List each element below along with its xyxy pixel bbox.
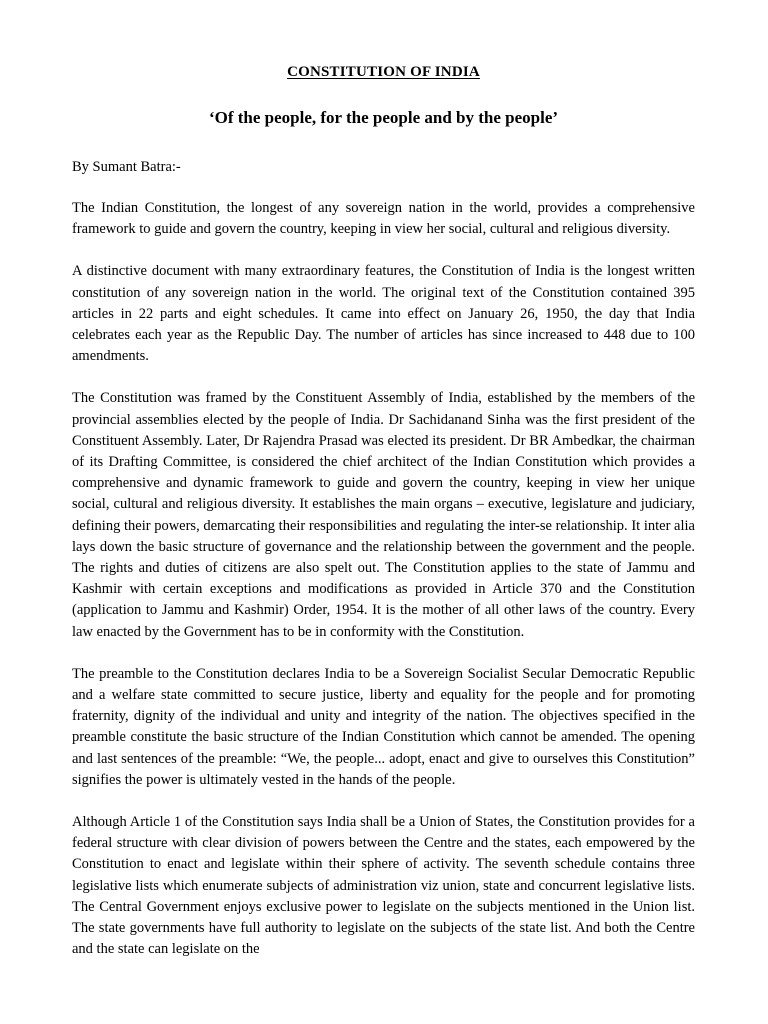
page-subtitle: ‘Of the people, for the people and by the people’: [208, 108, 559, 127]
paragraph: The preamble to the Constitution declares India to be a Sovereign Socialist Secular Democratic Republic and a welfare state committed to secure justice, liberty and equality for the people and for promoting fraternity, dignity of the individual and unity and integrity of the nation. The objectives specified in the preamble constitute the basic structure of the Indian Constitution which cannot be amended. The opening and last sentences of the preamble: “We, the people... adopt, enact and give to ourselves this Constitution” signifies the power is ultimately vested in the hands of the people.: [72, 665, 695, 788]
paragraph: The Indian Constitution, the longest of any sovereign nation in the world, provides a comprehensive framework to guide and govern the country, keeping in view her social, cultural and religious diversity.: [72, 200, 695, 238]
paragraph: Although Article 1 of the Constitution says India shall be a Union of States, the Constitution provides for a federal structure with clear division of powers between the Centre and the states, each empowered by the Constitution to enact and legislate within their sphere of activity. The seventh schedule contains three legislative lists which enumerate subjects of administration viz union, state and concurrent legislative lists. The Central Government enjoys exclusive power to legislate on the subjects mentioned in the Union list. The state governments have full authority to legislate on the subjects of the state list. And both the Centre and the state can legislate on the: [72, 814, 695, 958]
paragraph: The Constitution was framed by the Constituent Assembly of India, established by the members of the provincial assemblies elected by the people of India. Dr Sachidanand Sinha was the first president of the Constituent Assembly. Later, Dr Rajendra Prasad was elected its president. Dr BR Ambedkar, the chairman of its Drafting Committee, is considered the chief architect of the Indian Constitution which provides a comprehensive and dynamic framework to guide and govern the country, keeping in view her unique social, cultural and religious diversity. It establishes the main organs – executive, legislature and judiciary, defining their powers, demarcating their responsibilities and regulating the inter-se relationship. It inter alia lays down the basic structure of governance and the relationship between the government and the people. The rights and duties of citizens are also spelt out. The Constitution applies to the state of Jammu and Kashmir with certain exceptions and modifications as provided in Article 370 and the Constitution (application to Jammu and Kashmir) Order, 1954. It is the mother of all other laws of the country. Every law enacted by the Government has to be in conformity with the Constitution.: [72, 390, 695, 640]
page-title: [72, 62, 695, 83]
page-title-text: CONSTITUTION OF INDIA: [287, 64, 480, 80]
byline: By Sumant Batra:-: [72, 159, 181, 175]
paragraph: A distinctive document with many extraordinary features, the Constitution of India is the longest written constitution of any sovereign nation in the world. The original text of the Constitution contained 395 articles in 22 parts and eight schedules. It came into effect on January 26, 1950, the day that India celebrates each year as the Republic Day. The number of articles has since increased to 448 due to 100 amendments.: [72, 263, 695, 365]
document-body: [72, 178, 695, 961]
